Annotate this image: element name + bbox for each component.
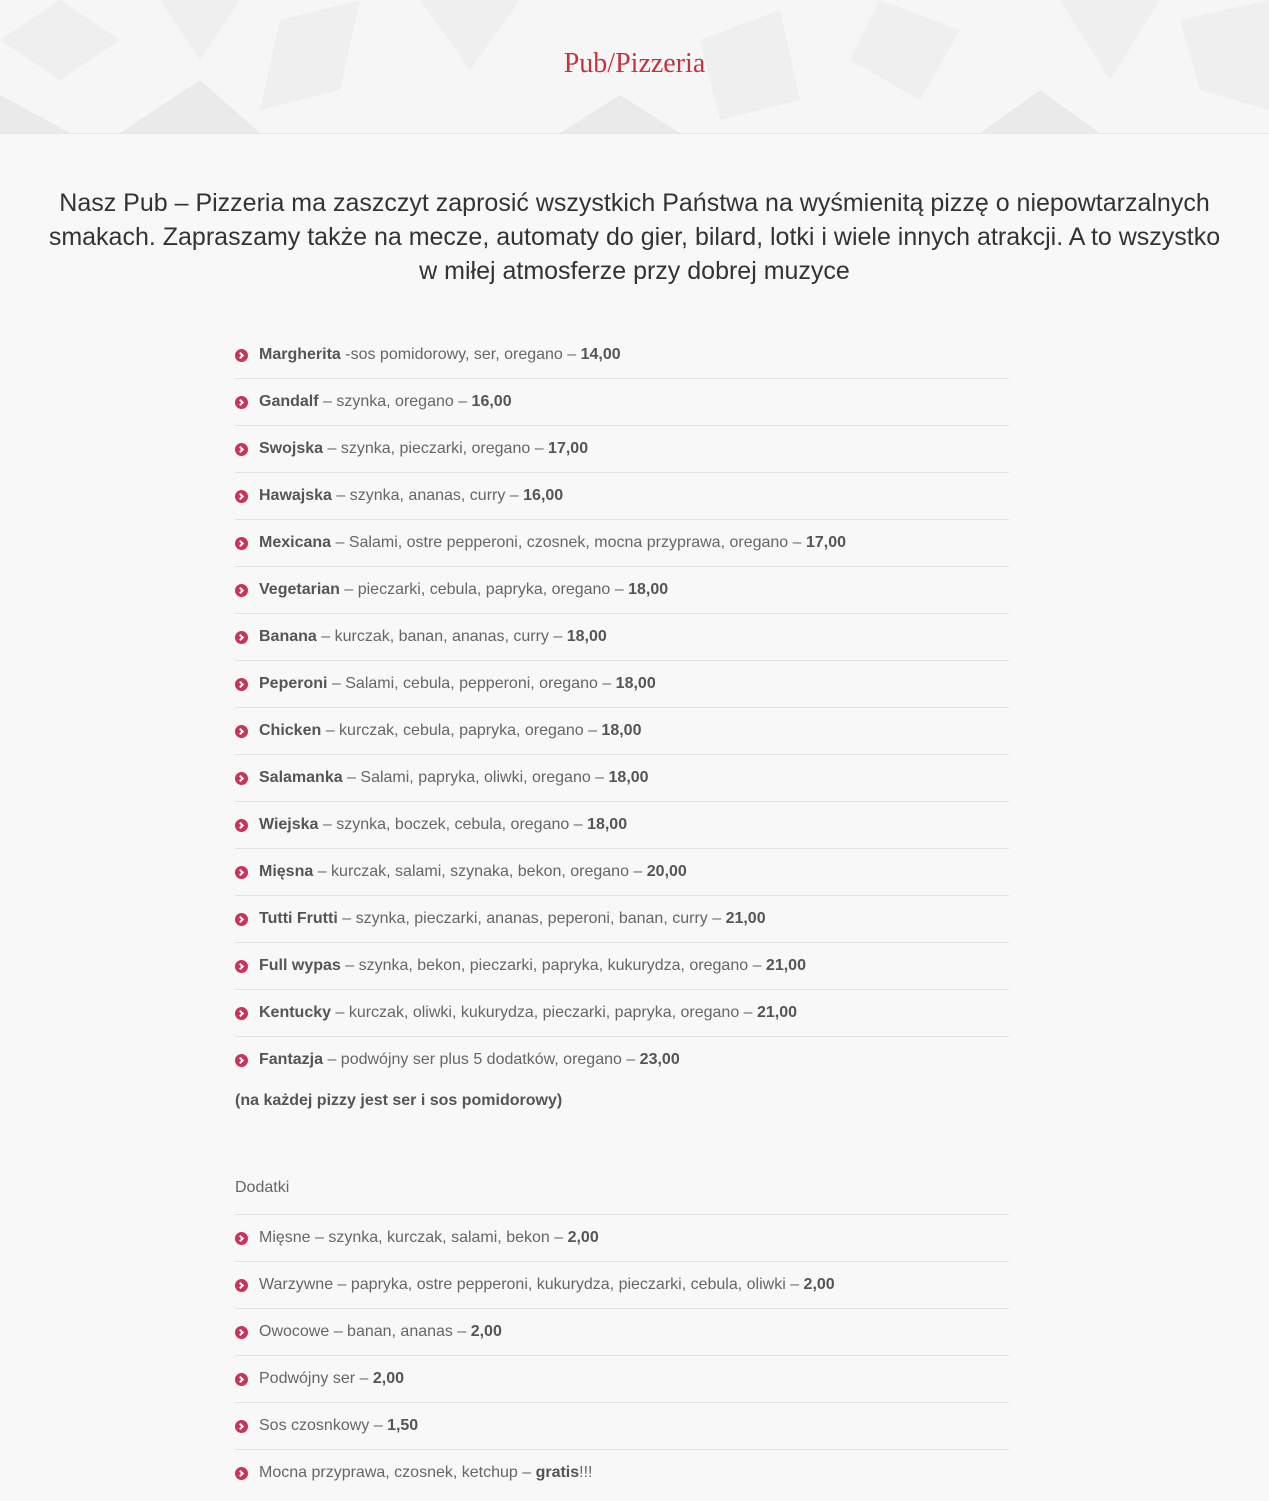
addon-text xyxy=(259,1464,593,1482)
addon-item xyxy=(235,1309,1009,1356)
pizza-text xyxy=(259,675,656,693)
pizza-description: – szynka, pieczarki, ananas, peperoni, banan, curry – xyxy=(337,910,726,927)
pizza-name: Fantazja xyxy=(259,1051,324,1068)
pizza-price: 18,00 xyxy=(608,769,649,786)
chevron-circle-icon xyxy=(235,490,248,503)
chevron-circle-icon xyxy=(235,725,248,738)
pizza-name: Peperoni xyxy=(259,675,328,692)
pizza-text xyxy=(259,722,641,740)
addon-text xyxy=(259,1323,502,1341)
addon-description: Owocowe – banan, ananas – xyxy=(259,1323,471,1340)
pizza-description: – pieczarki, cebula, papryka, oregano – xyxy=(339,581,629,598)
pizza-item xyxy=(235,473,1009,520)
addon-item xyxy=(235,1450,1009,1496)
pizza-item xyxy=(235,426,1009,473)
chevron-circle-icon xyxy=(235,1007,248,1020)
addon-text xyxy=(259,1276,835,1294)
pizza-price: 21,00 xyxy=(725,910,766,927)
chevron-circle-icon xyxy=(235,1054,248,1067)
pizza-name: Wiejska xyxy=(259,816,319,833)
addon-price: 1,50 xyxy=(387,1417,419,1434)
pizza-item xyxy=(235,661,1009,708)
pizza-price: 18,00 xyxy=(587,816,628,833)
pizza-price: 20,00 xyxy=(646,863,687,880)
pizza-description: – szynka, ananas, curry – xyxy=(331,487,524,504)
pizza-item xyxy=(235,708,1009,755)
chevron-circle-icon xyxy=(235,537,248,550)
pizza-text xyxy=(259,628,607,646)
pizza-text xyxy=(259,1004,797,1022)
pizza-price: 16,00 xyxy=(523,487,564,504)
addon-description: Warzywne – papryka, ostre pepperoni, kukurydza, pieczarki, cebula, oliwki – xyxy=(259,1276,804,1293)
addon-price: 2,00 xyxy=(567,1229,599,1246)
pizza-description: – kurczak, banan, ananas, curry – xyxy=(316,628,567,645)
chevron-circle-icon xyxy=(235,443,248,456)
pizza-price: 14,00 xyxy=(580,346,621,363)
pizza-menu xyxy=(235,332,1009,1496)
pizza-price: 18,00 xyxy=(628,581,669,598)
pizza-text xyxy=(259,440,588,458)
chevron-circle-icon xyxy=(235,1232,248,1245)
pizza-item xyxy=(235,849,1009,896)
pizza-price: 23,00 xyxy=(639,1051,680,1068)
pizza-price: 21,00 xyxy=(757,1004,798,1021)
chevron-circle-icon xyxy=(235,1279,248,1292)
pizza-text xyxy=(259,487,563,505)
addon-text xyxy=(259,1417,418,1435)
pizza-name: Mięsna xyxy=(259,863,314,880)
page-header xyxy=(0,0,1269,134)
pizza-item xyxy=(235,1037,1009,1083)
addon-text xyxy=(259,1370,404,1388)
pizza-text xyxy=(259,581,668,599)
pizza-item xyxy=(235,802,1009,849)
addon-description: Sos czosnkowy – xyxy=(259,1417,388,1434)
addons-list xyxy=(235,1215,1009,1496)
pizza-description: – Salami, cebula, pepperoni, oregano – xyxy=(327,675,616,692)
addon-description: Mięsne – szynka, kurczak, salami, bekon – xyxy=(259,1229,568,1246)
chevron-circle-icon xyxy=(235,772,248,785)
pizza-name: Kentucky xyxy=(259,1004,332,1021)
menu-note: (na każdej pizzy jest ser i sos pomidorowy) xyxy=(235,1092,563,1109)
pizza-description: – podwójny ser plus 5 dodatków, oregano – xyxy=(323,1051,640,1068)
chevron-circle-icon xyxy=(235,913,248,926)
chevron-circle-icon xyxy=(235,678,248,691)
pizza-name: Chicken xyxy=(259,722,322,739)
pizza-price: 21,00 xyxy=(765,957,806,974)
pizza-item xyxy=(235,520,1009,567)
pizza-price: 17,00 xyxy=(805,534,847,551)
pizza-name: Swojska xyxy=(259,440,324,457)
pizza-name: Gandalf xyxy=(259,393,319,410)
pizza-description: – Salami, ostre pepperoni, czosnek, mocna przyprawa, oregano – xyxy=(331,534,806,551)
pizza-name: Mexicana xyxy=(259,534,332,551)
pizza-price: 18,00 xyxy=(615,675,656,692)
pizza-text xyxy=(259,393,512,411)
pizza-name: Salamanka xyxy=(259,769,343,786)
addon-price: 2,00 xyxy=(470,1323,502,1340)
addon-price: gratis xyxy=(535,1464,580,1481)
pizza-price: 18,00 xyxy=(566,628,607,645)
chevron-circle-icon xyxy=(235,1326,248,1339)
chevron-circle-icon xyxy=(235,349,248,362)
pizza-list xyxy=(235,332,1009,1083)
addon-item xyxy=(235,1356,1009,1403)
chevron-circle-icon xyxy=(235,396,248,409)
pizza-item xyxy=(235,379,1009,426)
addon-suffix: !!! xyxy=(579,1464,593,1481)
chevron-circle-icon xyxy=(235,866,248,879)
addon-price: 2,00 xyxy=(372,1370,404,1387)
pizza-name: Hawajska xyxy=(259,487,332,504)
pizza-text xyxy=(259,769,649,787)
pizza-text xyxy=(259,863,687,881)
chevron-circle-icon xyxy=(235,1420,248,1433)
pizza-description: – kurczak, cebula, papryka, oregano – xyxy=(321,722,602,739)
pizza-text xyxy=(259,1051,680,1069)
pizza-item xyxy=(235,990,1009,1037)
pizza-description: -sos pomidorowy, ser, oregano – xyxy=(340,346,581,363)
pizza-price: 17,00 xyxy=(548,440,589,457)
pizza-item xyxy=(235,755,1009,802)
pizza-item xyxy=(235,567,1009,614)
pizza-item xyxy=(235,943,1009,990)
addon-item xyxy=(235,1403,1009,1450)
pizza-description: – szynka, pieczarki, oregano – xyxy=(323,440,549,457)
chevron-circle-icon xyxy=(235,631,248,644)
page-title: Pub/Pizzeria xyxy=(563,48,706,79)
chevron-circle-icon xyxy=(235,819,248,832)
pizza-description: – kurczak, salami, szynaka, bekon, oregano – xyxy=(313,863,647,880)
addon-item xyxy=(235,1262,1009,1309)
pizza-price: 16,00 xyxy=(471,393,512,410)
pizza-name: Vegetarian xyxy=(259,581,340,598)
chevron-circle-icon xyxy=(235,960,248,973)
pizza-description: – szynka, boczek, cebula, oregano – xyxy=(318,816,588,833)
chevron-circle-icon xyxy=(235,584,248,597)
chevron-circle-icon xyxy=(235,1467,248,1480)
addon-price: 2,00 xyxy=(803,1276,835,1293)
pizza-item xyxy=(235,614,1009,661)
pizza-text xyxy=(259,346,621,364)
intro-text: Nasz Pub – Pizzeria ma zaszczyt zaprosić wszystkich Państwa na wyśmienitą pizzę o niepowtarzalnych smakach. Zapraszamy także na mecze, automaty do gier, bilard, lotki i wiele innych atrakcji. A to wszystko w miłej atmosferze przy dobrej muzyce xyxy=(48,189,1221,285)
pizza-description: – szynka, oregano – xyxy=(318,393,472,410)
pizza-description: – szynka, bekon, pieczarki, papryka, kukurydza, oregano – xyxy=(340,957,766,974)
pizza-name: Tutti Frutti xyxy=(259,910,338,927)
addon-item xyxy=(235,1215,1009,1262)
pizza-text xyxy=(259,534,846,552)
pizza-name: Margherita xyxy=(259,346,341,363)
pizza-price: 18,00 xyxy=(601,722,642,739)
pizza-name: Full wypas xyxy=(259,957,341,974)
pizza-description: – kurczak, oliwki, kukurydza, pieczarki, papryka, oregano – xyxy=(331,1004,757,1021)
addon-text xyxy=(259,1229,599,1247)
pizza-item xyxy=(235,896,1009,943)
addon-description: Podwójny ser – xyxy=(259,1370,373,1387)
pizza-description: – Salami, papryka, oliwki, oregano – xyxy=(342,769,609,786)
pizza-text xyxy=(259,957,806,975)
pizza-text xyxy=(259,910,766,928)
pizza-text xyxy=(259,816,627,834)
pizza-name: Banana xyxy=(259,628,317,645)
chevron-circle-icon xyxy=(235,1373,248,1386)
addon-description: Mocna przyprawa, czosnek, ketchup – xyxy=(259,1464,536,1481)
addons-heading: Dodatki xyxy=(235,1176,1009,1215)
pizza-item xyxy=(235,332,1009,379)
